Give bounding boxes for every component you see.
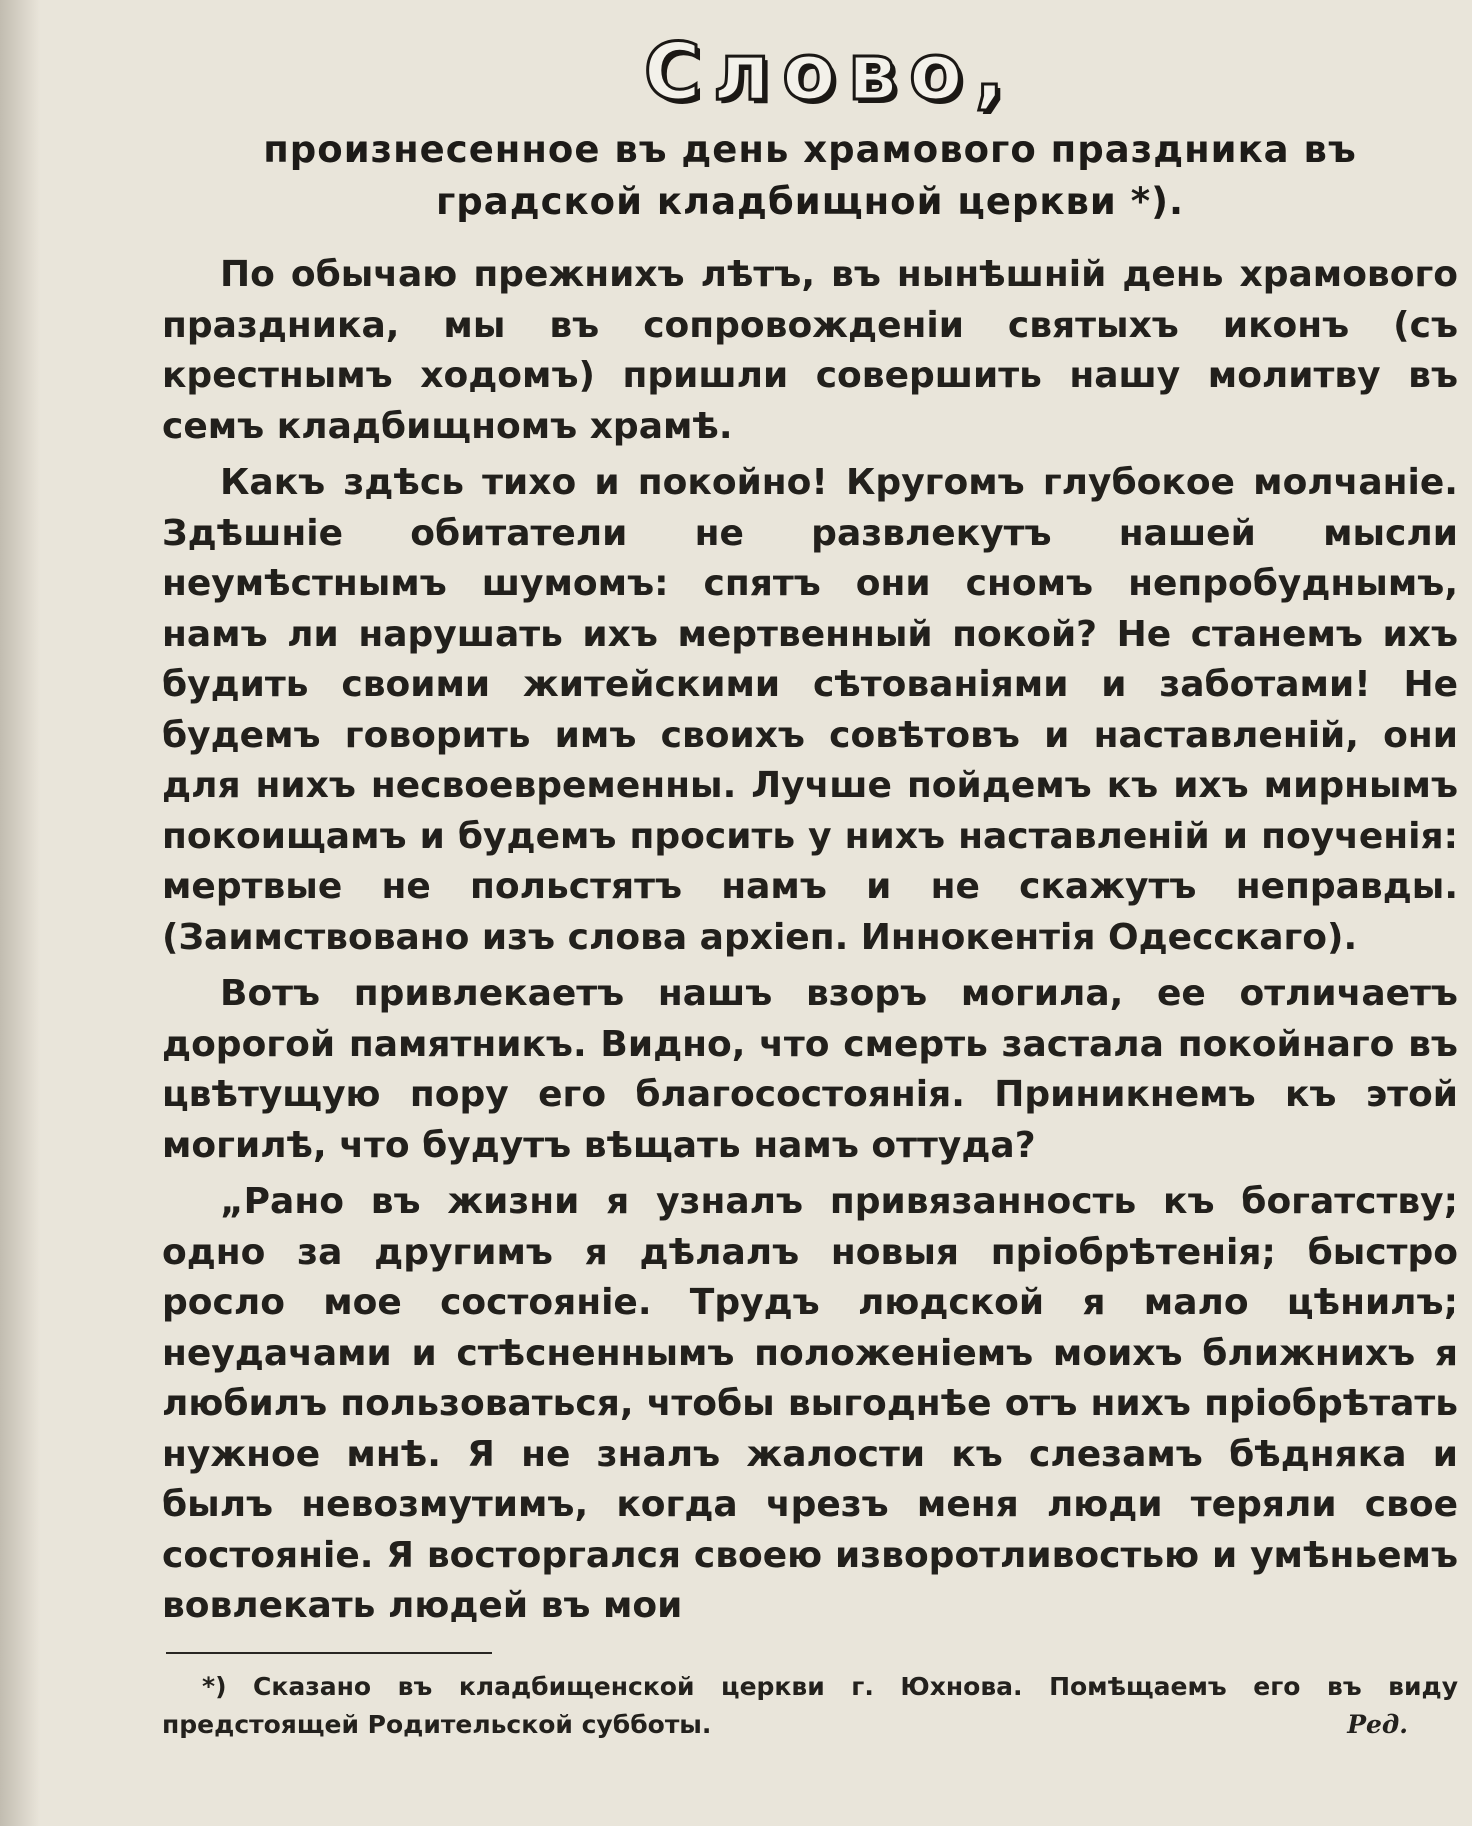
footnote-text: *) Сказано въ кладбищенской церкви г. Юхнова. Помѣщаемъ его въ виду предстоящей Родительской субботы. xyxy=(162,1671,1458,1739)
paragraph-3: Вотъ привлекаетъ нашъ взоръ могила, ее отличаетъ дорогой памятникъ. Видно, что смерть застала покойнаго въ цвѣтущую пору его благосостоянія. Приникнемъ къ этой могилѣ, что будутъ вѣщать намъ оттуда? xyxy=(162,973,1458,1166)
document-title: Слово, xyxy=(643,28,1017,118)
paragraph-1: По обычаю прежнихъ лѣтъ, въ нынѣшній день храмового праздника, мы въ сопровожденіи святыхъ иконъ (съ крестнымъ ходомъ) пришли совершить нашу молитву въ семъ кладбищномъ храмѣ. xyxy=(162,254,1458,447)
footnote-signature: Ред. xyxy=(1347,1709,1408,1739)
paragraph-4: „Рано въ жизни я узналъ привязанность къ богатству; одно за другимъ я дѣлалъ новыя пріобрѣтенія; быстро росло мое состояніе. Трудъ людской я мало цѣнилъ; неудачами и стѣсненнымъ положеніемъ моихъ ближнихъ я любилъ пользоваться, чтобы выгоднѣе отъ нихъ пріобрѣтать нужное мнѣ. Я не зналъ жалости къ слезамъ бѣдняка и былъ невозмутимъ, когда чрезъ меня люди теряли свое состояніе. Я восторгался своею изворотливостью и умѣньемъ вовлекать людей въ мои xyxy=(162,1181,1458,1626)
footnote-divider xyxy=(166,1652,492,1654)
page-edge-shadow xyxy=(0,0,40,1826)
footnote xyxy=(162,1668,1458,1744)
document-subtitle: произнесенное въ день храмового праздника въ градской кладбищной церкви *). xyxy=(263,128,1357,223)
paragraph-2: Какъ здѣсь тихо и покойно! Кругомъ глубокое молчаніе. Здѣшніе обитатели не развлекутъ нашей мысли неумѣстнымъ шумомъ: спятъ они сномъ непробуднымъ, намъ ли нарушать ихъ мертвенный покой? Не станемъ ихъ будить своими житейскими сѣтованіями и заботами! Не будемъ говорить имъ своихъ совѣтовъ и наставленій, они для нихъ несвоевременны. Лучше пойдемъ къ ихъ мирнымъ покоищамъ и будемъ просить у нихъ наставленій и поученія: мертвые не польстятъ намъ и не скажутъ неправды. (Заимствовано изъ слова архіеп. Иннокентія Одесскаго). xyxy=(162,462,1458,958)
